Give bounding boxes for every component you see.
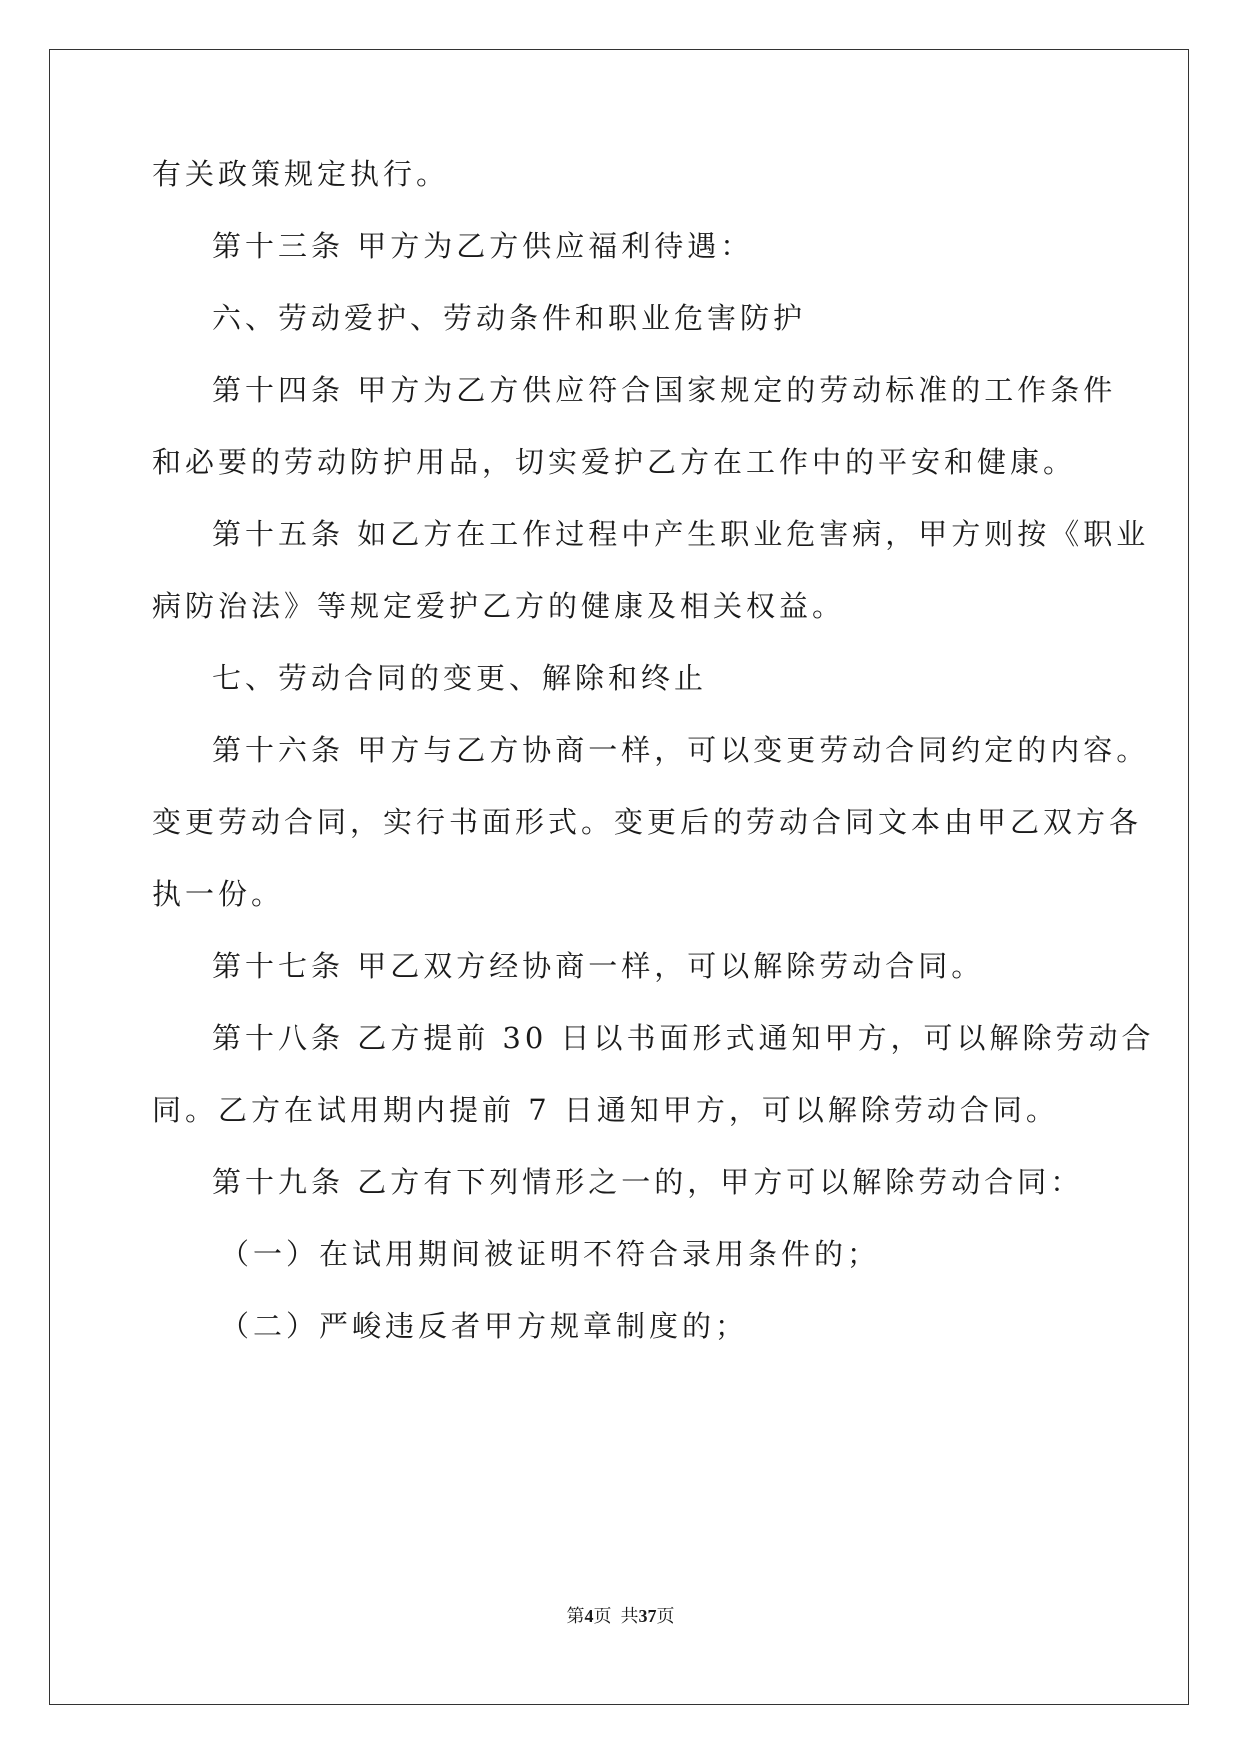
text-line: 和必要的劳动防护用品，切实爱护乙方在工作中的平安和健康。 [152, 445, 1077, 479]
footer-page-number: 4 [584, 1606, 594, 1626]
article-17: 第十七条 甲乙双方经协商一样，可以解除劳动合同。 [212, 949, 985, 983]
article-14: 第十四条 甲方为乙方供应符合国家规定的劳动标准的工作条件 [212, 373, 1117, 407]
text-line: 执一份。 [152, 877, 285, 911]
article-16: 第十六条 甲方与乙方协商一样，可以变更劳动合同约定的内容。 [212, 733, 1150, 767]
article-13: 第十三条 甲方为乙方供应福利待遇： [212, 229, 754, 263]
text-line: 同。乙方在试用期内提前 7 日通知甲方，可以解除劳动合同。 [152, 1093, 1059, 1127]
section-7-heading: 七、劳动合同的变更、解除和终止 [212, 661, 708, 695]
article-18: 第十八条 乙方提前 30 日以书面形式通知甲方，可以解除劳动合 [212, 1021, 1155, 1055]
article-15: 第十五条 如乙方在工作过程中产生职业危害病，甲方则按《职业 [212, 517, 1150, 551]
list-item: （二）严峻违反者甲方规章制度的； [220, 1309, 749, 1343]
footer-prefix: 第 [566, 1606, 585, 1626]
article-19: 第十九条 乙方有下列情形之一的，甲方可以解除劳动合同： [212, 1165, 1084, 1199]
footer-suffix: 页 [656, 1606, 675, 1626]
list-item: （一）在试用期间被证明不符合录用条件的； [220, 1237, 881, 1271]
footer-total-pages: 37 [638, 1606, 657, 1626]
page-footer [0, 1604, 1241, 1628]
section-6-heading: 六、劳动爱护、劳动条件和职业危害防护 [212, 301, 807, 335]
footer-mid: 页 共 [593, 1606, 639, 1626]
text-line: 变更劳动合同，实行书面形式。变更后的劳动合同文本由甲乙双方各 [152, 805, 1143, 839]
text-line: 病防治法》等规定爱护乙方的健康及相关权益。 [152, 589, 846, 623]
text-line: 有关政策规定执行。 [152, 157, 450, 191]
